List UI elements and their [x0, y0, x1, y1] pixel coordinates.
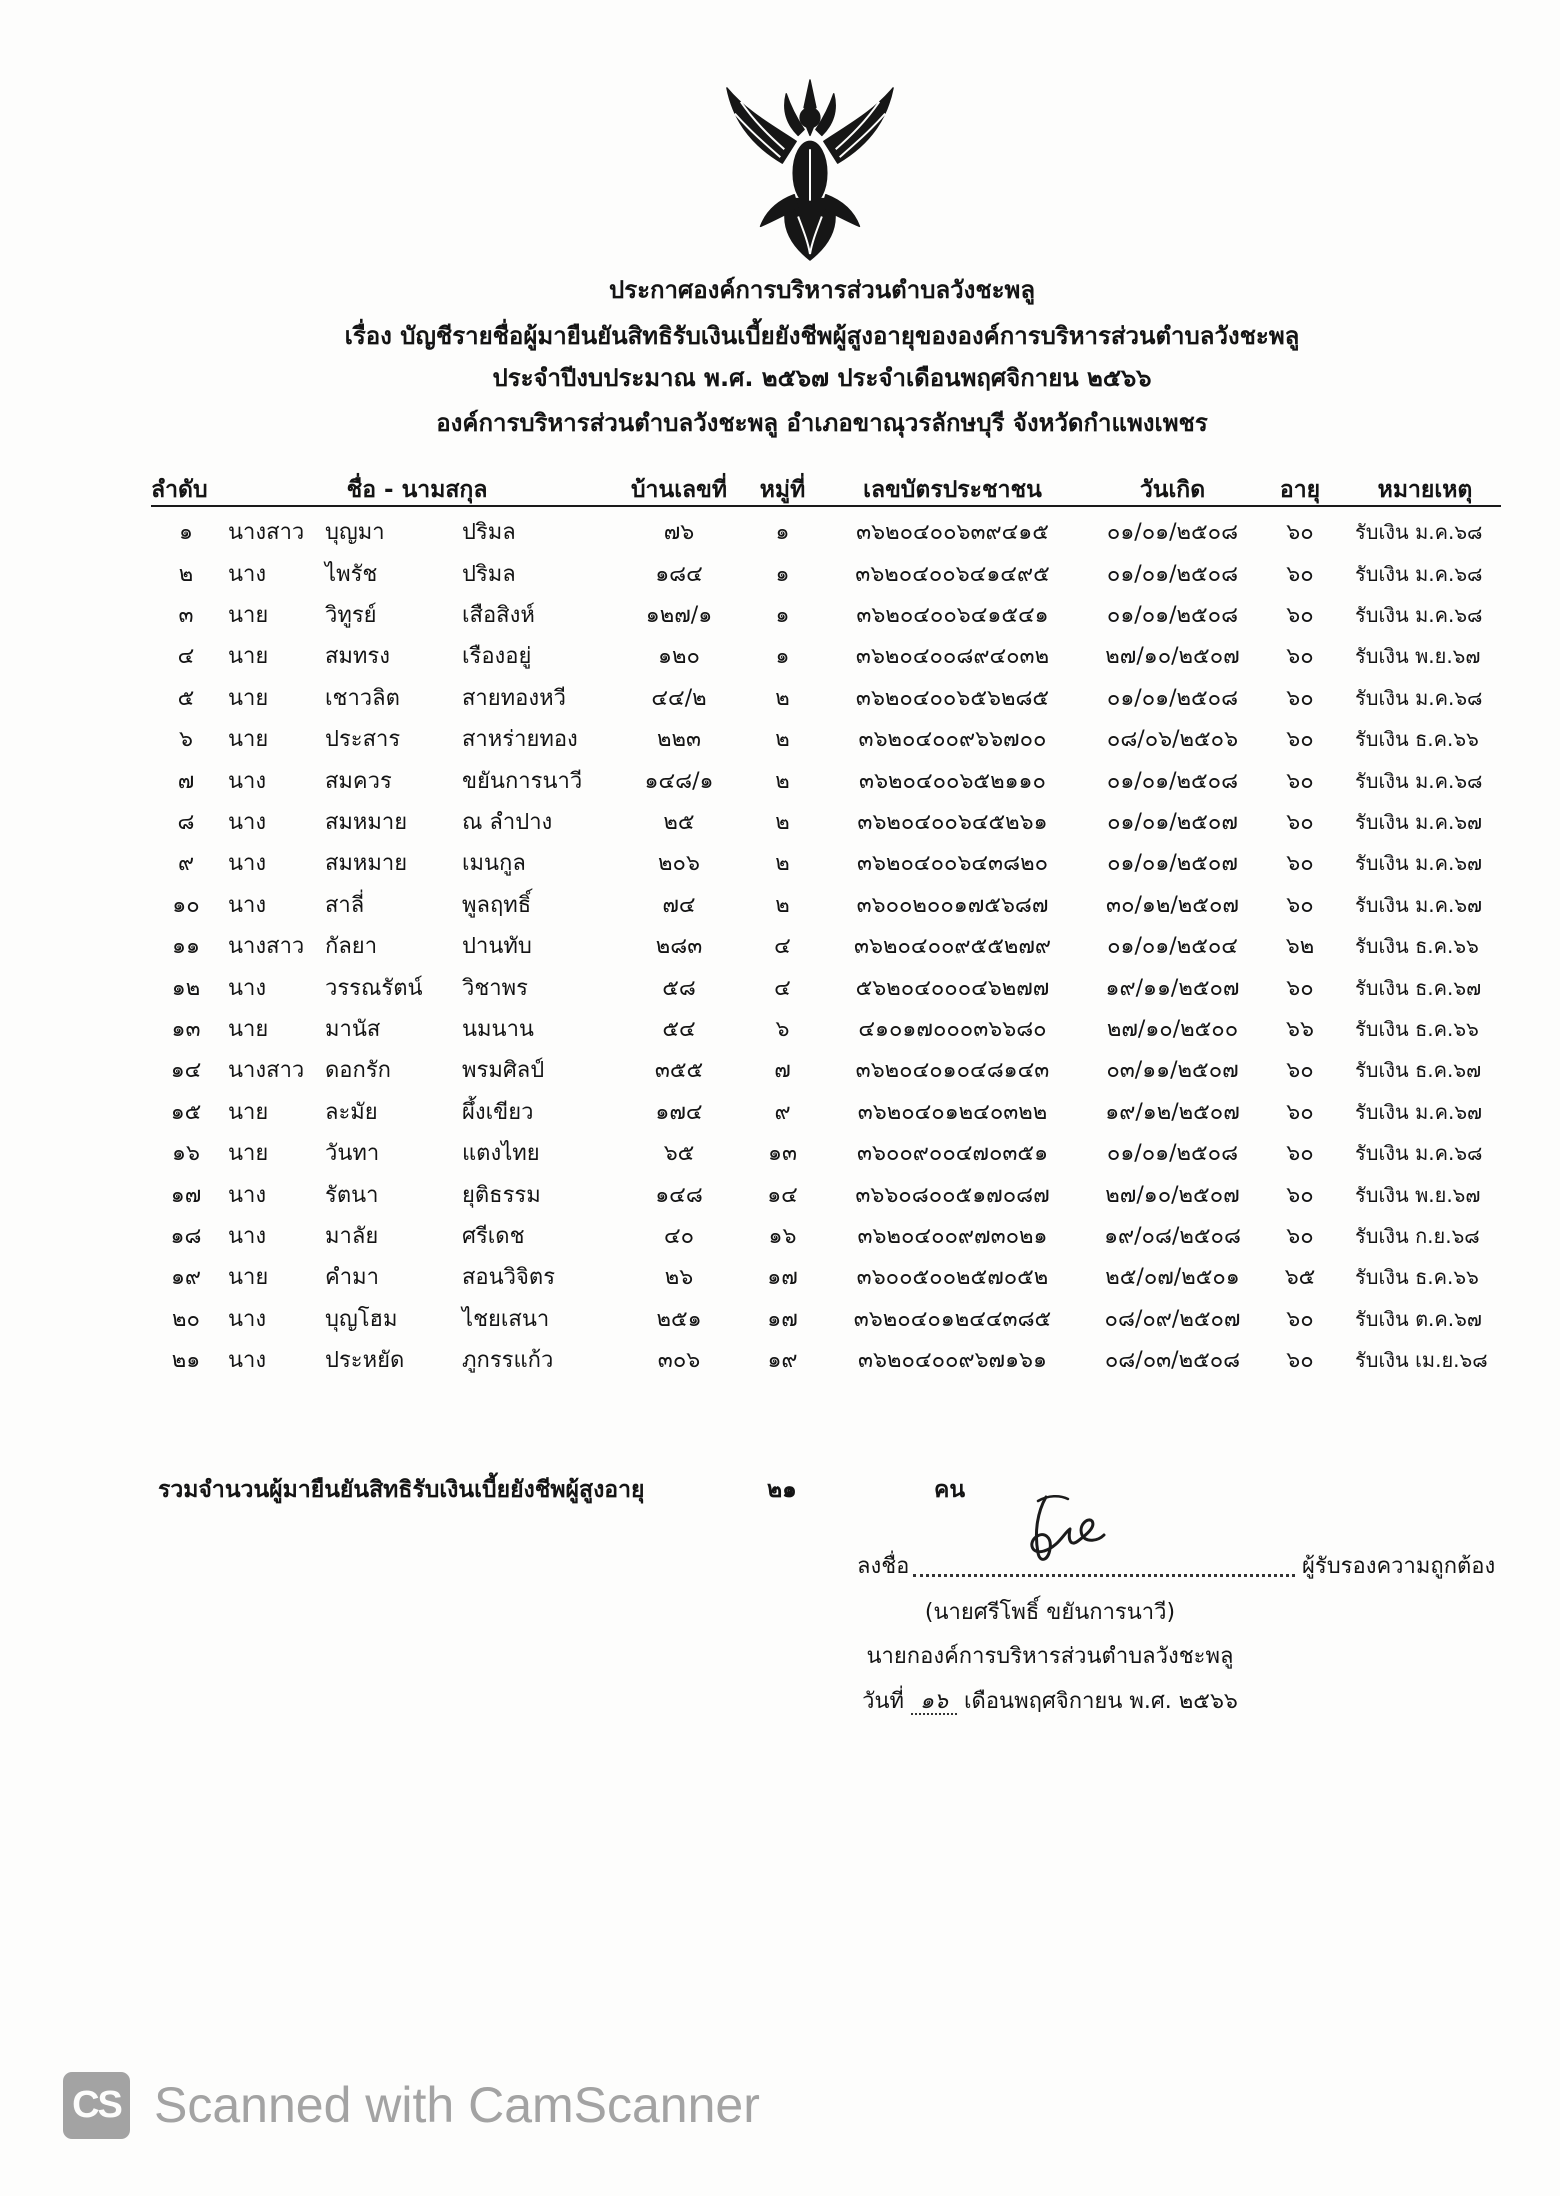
cell-remark: รับเงิน ม.ค.๖๘ [1355, 561, 1483, 586]
cell-house: ๑๗๔ [655, 1099, 703, 1125]
document-organization: องค์การบริหารส่วนตำบลวังชะพลู อำเภอขาณุวรลักษบุรี จังหวัดกำแพงเพชร [436, 409, 1208, 437]
cell-last: ปานทับ [462, 934, 532, 960]
table-row [151, 678, 1510, 719]
cell-moo: ๑๗ [767, 1306, 798, 1332]
cell-house: ๒๐๖ [658, 851, 700, 877]
cell-no: ๑๕ [170, 1099, 202, 1125]
cell-dob: ๐๑/๐๑/๒๕๐๘ [1106, 768, 1239, 794]
cell-title: นาย [228, 1265, 269, 1291]
cell-age: ๖๐ [1286, 561, 1314, 587]
cell-title: นาย [228, 1141, 269, 1167]
cell-dob: ๐๘/๐๙/๒๕๐๗ [1104, 1306, 1241, 1332]
cell-remark: รับเงิน ต.ค.๖๗ [1355, 1306, 1482, 1331]
cell-remark: รับเงิน เม.ย.๖๘ [1355, 1348, 1488, 1373]
cell-dob: ๐๑/๐๑/๒๕๐๘ [1106, 685, 1239, 711]
cell-title: นาง [228, 809, 267, 835]
column-header-dob: วันเกิด [1139, 477, 1206, 503]
cell-house: ๑๘๔ [655, 561, 703, 587]
table-row [151, 1009, 1510, 1050]
cell-house: ๑๒๗/๑ [645, 602, 713, 628]
cell-last: เมนกูล [462, 851, 526, 877]
cell-last: พรมศิลป์ [462, 1058, 545, 1084]
cell-no: ๑๙ [170, 1265, 202, 1291]
cell-remark: รับเงิน ธ.ค.๖๖ [1355, 727, 1479, 752]
cell-age: ๖๐ [1286, 1182, 1314, 1208]
cell-id: ๓๖๒๐๔๐๑๒๔๔๓๘๕ [853, 1306, 1052, 1332]
cell-first: ประสาร [325, 727, 401, 753]
cell-no: ๑๓ [171, 1016, 201, 1042]
table-row [151, 636, 1510, 677]
cell-remark: รับเงิน ธ.ค.๖๖ [1355, 1016, 1479, 1041]
camscanner-logo-icon: CS [63, 2072, 130, 2139]
cell-last: สาหร่ายทอง [462, 727, 578, 753]
cell-remark: รับเงิน ธ.ค.๖๗ [1355, 1058, 1482, 1083]
column-header-house: บ้านเลขที่ [630, 477, 728, 503]
cell-first: บุญมา [325, 520, 385, 546]
table-row [151, 1340, 1510, 1381]
cell-remark: รับเงิน ม.ค.๖๘ [1355, 520, 1483, 545]
column-header-name: ชื่อ - นามสกุล [346, 477, 488, 503]
cell-dob: ๐๑/๐๑/๒๕๐๔ [1107, 934, 1238, 960]
cell-last: สายทองหวี [462, 685, 566, 711]
cell-title: นาง [228, 1348, 267, 1374]
cell-no: ๑๑ [172, 934, 200, 960]
cell-no: ๔ [177, 644, 195, 670]
cell-id: ๔๑๐๑๗๐๐๐๓๖๖๘๐ [858, 1016, 1047, 1042]
cell-id: ๓๖๒๐๔๐๐๖๕๒๑๑๐ [859, 768, 1046, 794]
cell-first: คำมา [325, 1265, 379, 1291]
cell-house: ๒๕๑ [656, 1306, 702, 1332]
cell-title: นาย [228, 727, 269, 753]
cell-last: ภูกรรแก้ว [462, 1348, 554, 1374]
cell-dob: ๐๑/๐๑/๒๕๐๘ [1106, 520, 1239, 546]
column-header-id: เลขบัตรประชาชน [863, 477, 1042, 503]
cell-last: ณ ลำปาง [462, 809, 553, 835]
cell-dob: ๐๑/๐๑/๒๕๐๗ [1107, 851, 1238, 877]
cell-id: ๓๖๒๐๔๐๐๖๔๕๒๖๑ [857, 809, 1048, 835]
cell-dob: ๐๘/๐๖/๒๕๐๖ [1106, 727, 1239, 753]
cell-moo: ๒ [775, 727, 790, 753]
cell-id: ๓๖๒๐๔๐๑๐๔๘๑๔๓ [855, 1058, 1050, 1084]
cell-dob: ๒๗/๑๐/๒๕๐๗ [1105, 644, 1240, 670]
cell-no: ๗ [177, 768, 195, 794]
cell-first: เชาวลิต [325, 685, 400, 711]
cell-id: ๓๖๒๐๔๐๐๙๖๖๗๐๐ [858, 727, 1047, 753]
cell-remark: รับเงิน ธ.ค.๖๖ [1355, 934, 1479, 959]
cell-age: ๖๖ [1286, 1016, 1314, 1042]
cell-moo: ๔ [774, 934, 791, 960]
cell-no: ๓ [178, 602, 194, 628]
cell-title: นางสาว [228, 1058, 305, 1084]
cell-dob: ๐๑/๐๑/๒๕๐๗ [1107, 809, 1238, 835]
cell-dob: ๓๐/๑๒/๒๕๐๗ [1106, 892, 1239, 918]
table-body [151, 512, 1510, 1382]
cell-last: ปริมล [462, 561, 516, 587]
table-row [151, 512, 1510, 553]
cell-moo: ๑ [775, 520, 790, 546]
cell-moo: ๒ [775, 809, 790, 835]
cell-age: ๖๐ [1286, 1348, 1314, 1374]
cell-remark: รับเงิน ม.ค.๖๘ [1355, 1141, 1483, 1166]
cell-first: สาลี่ [325, 892, 365, 918]
cell-moo: ๒ [775, 851, 790, 877]
cell-no: ๑๔ [170, 1058, 202, 1084]
cell-id: ๓๖๒๐๔๐๐๖๔๑๕๔๑ [856, 602, 1049, 628]
cell-age: ๖๕ [1284, 1265, 1316, 1291]
column-header-age: อายุ [1279, 477, 1321, 503]
table-row [151, 1092, 1510, 1133]
cell-first: ไพรัช [325, 561, 378, 587]
cell-house: ๑๒๐ [658, 644, 700, 670]
cell-id: ๓๖๒๐๔๐๐๖๓๙๔๑๕ [856, 520, 1049, 546]
cell-moo: ๑๔ [767, 1182, 798, 1208]
table-row [151, 1216, 1510, 1257]
table-row [151, 885, 1510, 926]
cell-title: นาย [228, 1099, 269, 1125]
cell-house: ๗๖ [663, 520, 695, 546]
cell-dob: ๐๓/๑๑/๒๕๐๗ [1106, 1058, 1239, 1084]
cell-no: ๕ [177, 685, 195, 711]
cell-title: นาย [228, 1016, 269, 1042]
cell-house: ๑๔๘/๑ [644, 768, 714, 794]
cell-first: รัตนา [325, 1182, 379, 1208]
cell-last: สอนวิจิตร [462, 1265, 556, 1291]
cell-last: แตงไทย [462, 1141, 540, 1167]
cell-no: ๒๐ [172, 1306, 200, 1332]
cell-id: ๓๖๒๐๔๐๐๙๗๓๐๒๑ [857, 1223, 1048, 1249]
cell-id: ๓๖๒๐๔๐๐๖๔๑๔๙๕ [855, 561, 1050, 587]
cell-title: นาย [228, 644, 269, 670]
cell-id: ๓๖๖๐๘๐๐๕๑๗๐๘๗ [855, 1182, 1050, 1208]
cell-id: ๓๖๒๐๔๐๐๖๕๖๒๘๕ [855, 685, 1050, 711]
cell-house: ๔๔/๒ [651, 685, 707, 711]
signature-dotted-line [913, 1574, 1295, 1577]
cell-age: ๖๐ [1286, 685, 1314, 711]
cell-first: สมหมาย [325, 851, 408, 877]
cell-title: นาง [228, 975, 267, 1001]
column-header-remark: หมายเหตุ [1377, 477, 1473, 503]
cell-title: นาง [228, 1182, 267, 1208]
handwritten-signature [1008, 1491, 1108, 1569]
cell-age: ๖๐ [1286, 851, 1314, 877]
cell-last: เรืองอยู่ [462, 644, 532, 670]
cell-moo: ๑ [775, 644, 790, 670]
cell-first: ละมัย [325, 1099, 378, 1125]
cell-last: พูลฤทธิ์ [462, 892, 532, 918]
cell-last: ปริมล [462, 520, 516, 546]
cell-last: นมนาน [462, 1016, 534, 1042]
document-header [262, 275, 1382, 445]
signer-position: นายกองค์การบริหารส่วนตำบลวังชะพลู [866, 1644, 1234, 1669]
cell-dob: ๒๗/๑๐/๒๕๐๐ [1106, 1016, 1239, 1042]
cell-house: ๓๐๖ [657, 1348, 701, 1374]
table-row [151, 760, 1510, 801]
cell-first: สมทรง [325, 644, 390, 670]
cell-moo: ๑๗ [767, 1265, 798, 1291]
cell-id: ๓๖๐๐๕๐๐๒๕๗๐๕๒ [856, 1265, 1049, 1291]
cell-remark: รับเงิน ม.ค.๖๗ [1355, 809, 1483, 834]
table-row [151, 553, 1510, 594]
cell-first: วิทูรย์ [325, 602, 377, 628]
cell-title: นาง [228, 851, 267, 877]
cell-first: สมหมาย [325, 809, 408, 835]
cell-remark: รับเงิน ม.ค.๖๘ [1355, 602, 1483, 627]
cell-moo: ๒ [775, 685, 790, 711]
cell-moo: ๑๓ [767, 1141, 797, 1167]
cell-moo: ๑๙ [767, 1348, 798, 1374]
column-header-moo: หมู่ที่ [759, 477, 806, 503]
cell-remark: รับเงิน ม.ค.๖๗ [1355, 851, 1483, 876]
cell-first: บุญโฮม [325, 1306, 398, 1332]
cell-last: ผึ้งเขียว [462, 1099, 534, 1125]
table-row [151, 719, 1510, 760]
cell-title: นาง [228, 1223, 267, 1249]
cell-house: ๒๘๓ [655, 934, 703, 960]
cell-first: วันทา [325, 1141, 380, 1167]
table-row [151, 595, 1510, 636]
cell-house: ๗๔ [662, 892, 696, 918]
cell-moo: ๑๖ [768, 1223, 797, 1249]
cell-dob: ๐๑/๐๑/๒๕๐๘ [1106, 561, 1239, 587]
cell-no: ๑๗ [170, 1182, 202, 1208]
cell-moo: ๒ [775, 892, 790, 918]
cell-id: ๓๖๒๐๔๐๐๙๕๕๒๗๙ [853, 934, 1051, 960]
cell-dob: ๒๕/๐๗/๒๕๐๑ [1105, 1265, 1240, 1291]
header-underline [151, 505, 1501, 507]
cell-moo: ๔ [774, 975, 791, 1001]
cell-house: ๒๕ [663, 809, 695, 835]
date-day-handwritten: ๑๖ [911, 1691, 957, 1715]
cell-id: ๓๖๒๐๔๐๐๖๔๓๘๒๐ [857, 851, 1048, 877]
cell-age: ๖๐ [1286, 644, 1314, 670]
cell-dob: ๐๘/๐๓/๒๕๐๘ [1104, 1348, 1241, 1374]
summary-label: รวมจำนวนผู้มายืนยันสิทธิรับเงินเบี้ยยังชีพผู้สูงอายุ [158, 1477, 645, 1503]
cell-first: ดอกรัก [325, 1058, 391, 1084]
document-title: ประกาศองค์การบริหารส่วนตำบลวังชะพลู [608, 276, 1036, 304]
cell-remark: รับเงิน พ.ย.๖๗ [1355, 644, 1481, 669]
cell-no: ๒ [178, 561, 194, 587]
cell-last: เสือสิงห์ [462, 602, 535, 628]
cell-title: นาง [228, 768, 267, 794]
cell-age: ๖๒ [1285, 934, 1315, 960]
cell-first: สมควร [325, 768, 392, 794]
cell-dob: ๐๑/๐๑/๒๕๐๘ [1106, 602, 1239, 628]
table-row [151, 1257, 1510, 1298]
table-row [151, 1050, 1510, 1091]
cell-dob: ๐๑/๐๑/๒๕๐๘ [1106, 1141, 1239, 1167]
cell-moo: ๙ [774, 1099, 791, 1125]
cell-age: ๖๐ [1286, 520, 1314, 546]
cell-moo: ๑ [775, 602, 790, 628]
cell-house: ๓๕๕ [654, 1058, 704, 1084]
cell-house: ๕๘ [662, 975, 696, 1001]
document-subject: เรื่อง บัญชีรายชื่อผู้มายืนยันสิทธิรับเงินเบี้ยยังชีพผู้สูงอายุขององค์การบริหารส่วนตำบลวังชะพลู [344, 322, 1300, 350]
column-header-no: ลำดับ [151, 477, 208, 503]
table-header [151, 472, 1510, 508]
cell-house: ๖๕ [663, 1141, 695, 1167]
signer-role: ผู้รับรองความถูกต้อง [1302, 1554, 1496, 1579]
cell-title: นาง [228, 892, 267, 918]
table-row [151, 1133, 1510, 1174]
cell-house: ๔๐ [663, 1223, 695, 1249]
cell-first: กัลยา [325, 934, 378, 960]
signer-name: (นายศรีโพธิ์ ขยันการนาวี) [924, 1600, 1176, 1625]
cell-title: นางสาว [228, 934, 305, 960]
cell-id: ๓๖๒๐๔๐๑๒๔๐๓๒๒ [857, 1099, 1048, 1125]
camscanner-watermark-text: Scanned with CamScanner [154, 2077, 760, 2133]
cell-last: ขยันการนาวี [462, 768, 583, 794]
cell-first: มาลัย [325, 1223, 379, 1249]
cell-title: นาย [228, 685, 269, 711]
cell-moo: ๗ [774, 1058, 791, 1084]
cell-remark: รับเงิน พ.ย.๖๗ [1355, 1182, 1481, 1207]
cell-remark: รับเงิน ก.ย.๖๘ [1355, 1223, 1480, 1248]
cell-no: ๖ [179, 727, 193, 753]
cell-remark: รับเงิน ม.ค.๖๗ [1355, 892, 1483, 917]
cell-house: ๑๔๘ [655, 1182, 703, 1208]
cell-id: ๓๖๒๐๔๐๐๘๙๔๐๓๒ [855, 644, 1050, 670]
cell-age: ๖๐ [1286, 1223, 1314, 1249]
cell-age: ๖๐ [1286, 892, 1314, 918]
document-period: ประจำปีงบประมาณ พ.ศ. ๒๕๖๗ ประจำเดือนพฤศจิกายน ๒๕๖๖ [492, 364, 1152, 392]
cell-dob: ๑๙/๐๘/๒๕๐๘ [1104, 1223, 1241, 1249]
cell-remark: รับเงิน ม.ค.๖๘ [1355, 768, 1483, 793]
cell-no: ๑๘ [170, 1223, 202, 1249]
cell-first: มานัส [325, 1016, 381, 1042]
cell-age: ๖๐ [1286, 1099, 1314, 1125]
cell-id: ๓๖๐๐๒๐๐๑๗๕๖๘๗ [856, 892, 1049, 918]
cell-age: ๖๐ [1286, 602, 1314, 628]
cell-moo: ๑ [775, 561, 790, 587]
cell-dob: ๑๙/๑๒/๒๕๐๗ [1105, 1099, 1240, 1125]
cell-house: ๕๔ [662, 1016, 696, 1042]
cell-house: ๒๒๓ [656, 727, 702, 753]
cell-dob: ๒๗/๑๐/๒๕๐๗ [1105, 1182, 1240, 1208]
table-row [151, 1299, 1510, 1340]
cell-no: ๘ [177, 809, 195, 835]
table-row [151, 802, 1510, 843]
cell-no: ๑ [179, 520, 193, 546]
cell-age: ๖๐ [1286, 768, 1314, 794]
cell-title: นางสาว [228, 520, 305, 546]
cell-age: ๖๐ [1286, 975, 1314, 1001]
cell-no: ๑๒ [171, 975, 201, 1001]
cell-title: นาง [228, 1306, 267, 1332]
cell-first: วรรณรัตน์ [325, 975, 423, 1001]
cell-remark: รับเงิน ธ.ค.๖๗ [1355, 975, 1482, 1000]
table-row [151, 926, 1510, 967]
cell-age: ๖๐ [1286, 1141, 1314, 1167]
cell-first: ประหยัด [325, 1348, 405, 1374]
cell-no: ๑๐ [172, 892, 200, 918]
cell-id: ๓๖๐๐๙๐๐๔๗๐๓๕๑ [856, 1141, 1049, 1167]
cell-title: นาย [228, 602, 269, 628]
cell-house: ๒๖ [664, 1265, 694, 1291]
cell-dob: ๑๙/๑๑/๒๕๐๗ [1105, 975, 1240, 1001]
signature-date [800, 1683, 1300, 1718]
cell-age: ๖๐ [1286, 727, 1314, 753]
cell-age: ๖๐ [1286, 1058, 1314, 1084]
cell-age: ๖๐ [1286, 1306, 1314, 1332]
cell-no: ๑๖ [172, 1141, 200, 1167]
cell-remark: รับเงิน ม.ค.๖๗ [1355, 1099, 1483, 1124]
summary-count: ๒๑ [767, 1477, 797, 1503]
cell-moo: ๖ [775, 1016, 790, 1042]
table-row [151, 967, 1510, 1008]
cell-last: วิชาพร [462, 975, 528, 1001]
cell-id: ๕๖๒๐๔๐๐๐๔๖๒๗๗ [855, 975, 1050, 1001]
summary-unit: คน [934, 1477, 966, 1503]
sign-label: ลงชื่อ [857, 1554, 910, 1579]
cell-title: นาง [228, 561, 267, 587]
cell-id: ๓๖๒๐๔๐๐๙๖๗๑๖๑ [858, 1348, 1047, 1374]
date-prefix: วันที่ [862, 1689, 905, 1714]
cell-age: ๖๐ [1286, 809, 1314, 835]
cell-last: ศรีเดช [462, 1223, 525, 1249]
date-suffix: เดือนพฤศจิกายน พ.ศ. ๒๕๖๖ [964, 1689, 1238, 1714]
cell-last: ไชยเสนา [462, 1306, 550, 1332]
table-row [151, 1174, 1510, 1215]
cell-remark: รับเงิน ม.ค.๖๘ [1355, 685, 1483, 710]
garuda-emblem [721, 77, 899, 263]
cell-no: ๒๑ [171, 1348, 201, 1374]
table-row [151, 843, 1510, 884]
cell-moo: ๒ [775, 768, 790, 794]
cell-no: ๙ [177, 851, 195, 877]
cell-remark: รับเงิน ธ.ค.๖๖ [1355, 1265, 1479, 1290]
cell-last: ยุติธรรม [462, 1182, 541, 1208]
